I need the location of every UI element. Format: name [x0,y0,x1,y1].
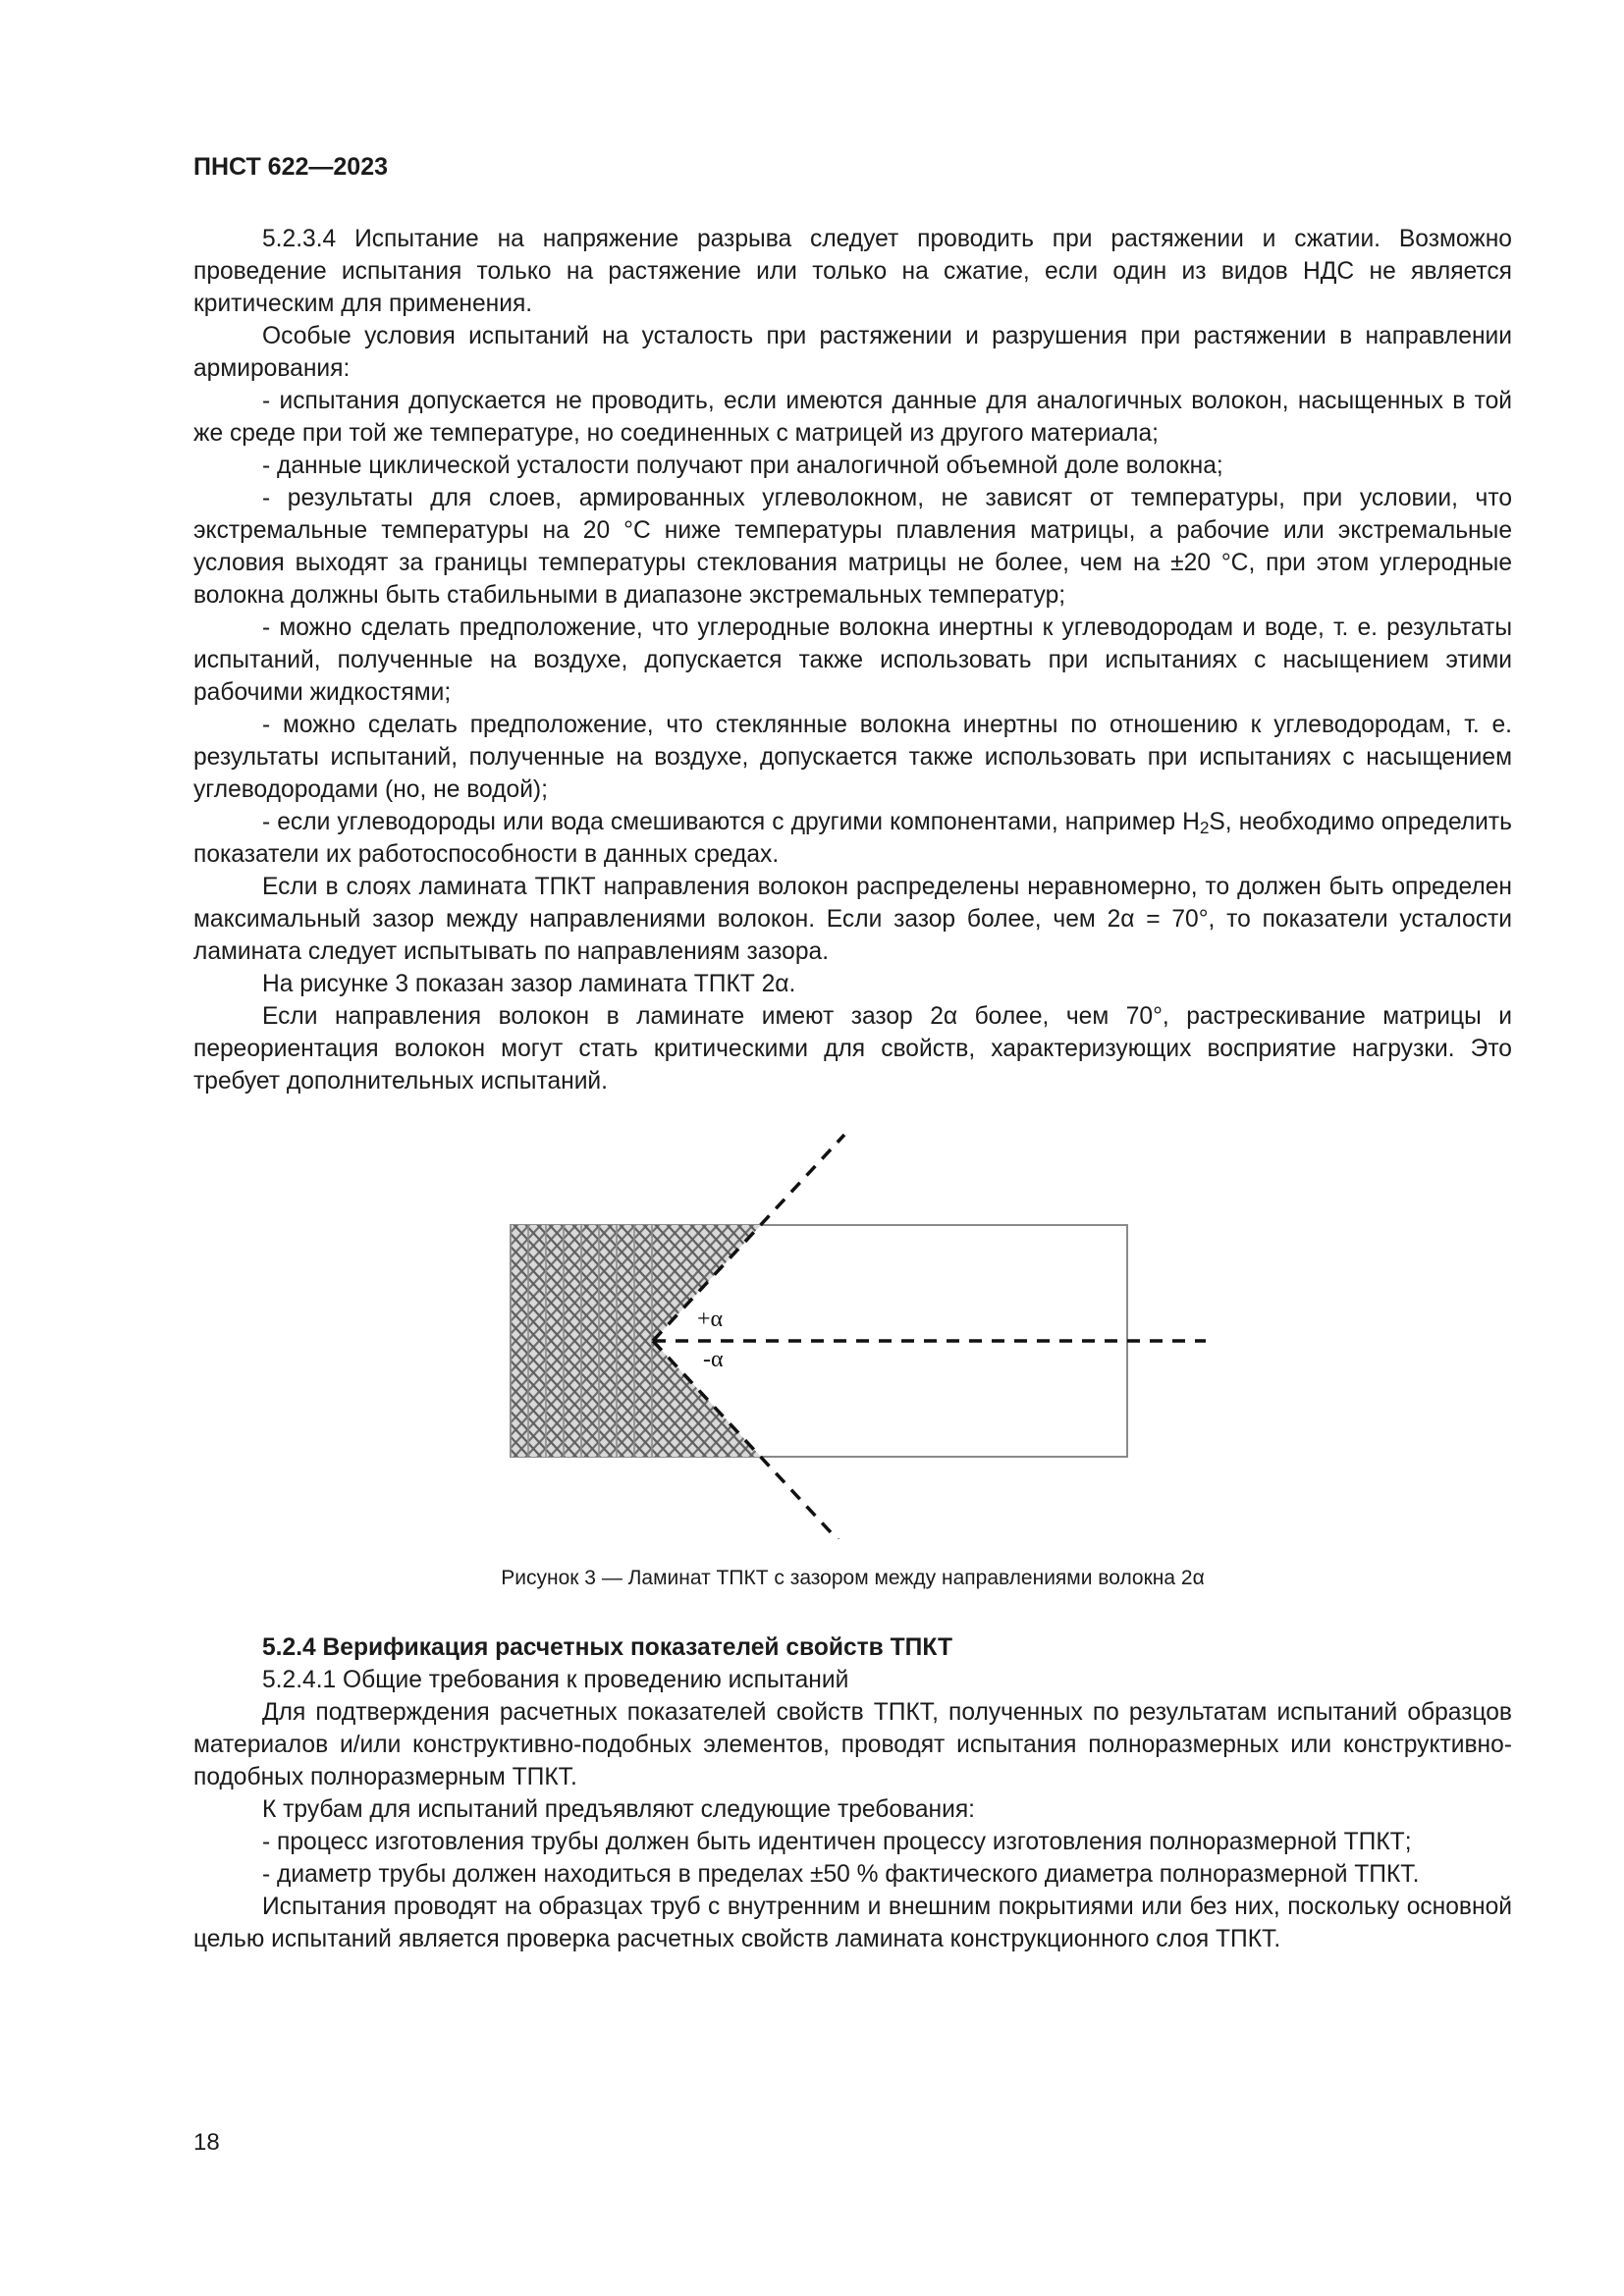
list-item: - испытания допускается не проводить, если имеются данные для аналогичных волокон, насыщенных в той же среде при той же температуре, но соединенных с матрицей из другого материала; [193,388,1512,447]
laminate-diagram [461,1127,1208,1539]
fiber-line [461,1221,471,1496]
paragraph: К трубам для испытаний предъявляют следующие требования: [262,1796,975,1823]
paragraph: Испытания проводят на образцах труб с внутренним и внешним покрытиями или без них, поскольку основной целью испытаний является проверка расчетных свойств ламината конструкционного слоя ТПКТ. [193,1894,1512,1952]
paragraph: Если направления волокон в ламинате имеют зазор 2α более, чем 70°, растрескивание матрицы и переориентация волокон могут стать критическими для свойств, характеризующих восприятие нагрузки. Это требует дополнительных испытаний. [193,1003,1512,1095]
fiber-line [461,1186,507,1461]
laminate-figure [461,1127,1208,1539]
list-item: - процесс изготовления трубы должен быть идентичен процессу изготовления полноразмерной ТПКТ; [262,1829,1412,1855]
fiber-line [461,1221,483,1496]
paragraph: Если в слоях ламината ТПКТ направления волокон распределены неравномерно, то должен быть определен максимальный зазор между направлениями волокон. Если зазор более, чем 2α = 70°, то показатели усталости ламината следует испытывать по направлениям зазора. [193,874,1512,965]
paragraph: 5.2.3.4 Испытание на напряжение разрыва следует проводить при растяжении и сжатии. Возможно проведение испытания только на растяжение или только на сжатие, если один из видов НДС не является критическим для применения. [193,226,1512,317]
list-item: - можно сделать предположение, что углеродные волокна инертны к углеводородам и воде, т. е. результаты испытаний, полученные на воздухе, допускается также использовать при испытаниях с насыщением этими рабочими жидкостями; [193,614,1512,706]
fiber-line [461,1221,507,1496]
lower-text-block [193,1631,1512,1955]
fiber-line [461,1186,495,1461]
paragraph: Для подтверждения расчетных показателей свойств ТПКТ, полученных по результатам испытаний образцов материалов и/или конструктивно-подобных элементов, проводят испытания полноразмерных или конструктивно-подобных полноразмерным ТПКТ. [193,1699,1512,1790]
list-item [193,806,1512,871]
list-item: - можно сделать предположение, что стеклянные волокна инертны по отношению к углеводородам, т. е. результаты испытаний, полученные на воздухе, допускается также использовать при испытаниях с насыщением углеводородами (но, не водой); [193,712,1512,803]
paragraph: На рисунке 3 показан зазор ламината ТПКТ 2α. [262,971,796,997]
page-number: 18 [193,2129,220,2156]
label-plus-alpha: +α [697,1307,724,1332]
figure-caption: Рисунок 3 — Ламинат ТПКТ с зазором между направлениями волокна 2α [501,1567,1205,1589]
section-heading: 5.2.4 Верификация расчетных показателей свойств ТПКТ [262,1634,952,1661]
fiber-line [461,1186,483,1461]
fiber-line [461,1186,471,1461]
list-item-text-end: S, необходимо определить показатели их работоспособности в данных средах. [193,809,1512,868]
list-item: - результаты для слоев, армированных углеволокном, не зависят от температуры, при условии, что экстремальные температуры на 20 °С ниже температуры плавления матрицы, а рабочие или экстремальные условия выходят за границы температуры стеклования матрицы не более, чем на ±20 °С, при этом углеродные волокна должны быть стабильными в диапазоне экстремальных температур; [193,485,1512,609]
fiber-line [461,1221,495,1496]
paragraph: Особые условия испытаний на усталость при растяжении и разрушения при растяжении в направлении армирования: [193,323,1512,382]
subscript: 2 [1199,818,1210,837]
label-minus-alpha: -α [703,1347,724,1372]
upper-text-block [193,223,1512,1097]
subsection-heading: 5.2.4.1 Общие требования к проведению испытаний [262,1667,849,1693]
list-item: - данные циклической усталости получают при аналогичной объемной доле волокна; [262,453,1223,479]
list-item-text-start: - если углеводороды или вода смешиваются с другими компонентами, например H [262,809,1200,835]
document-code: ПНСТ 622—2023 [193,153,388,181]
list-item: - диаметр трубы должен находиться в пределах ±50 % фактического диаметра полноразмерной ТПКТ. [262,1861,1420,1888]
